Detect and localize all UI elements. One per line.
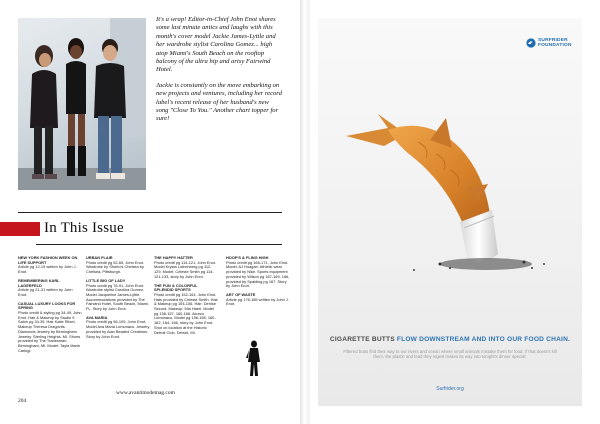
credit-entry	[226, 293, 290, 307]
credit-title: URBAN FLAIR	[86, 255, 113, 260]
fish-cigarette-illustration	[318, 18, 582, 318]
credit-entry	[154, 256, 218, 280]
section-red-marker	[0, 222, 40, 236]
credit-text: Photo credit pg 52-65, John Enot. Wardrobe by Shorto's Chelsea by Chelsea, Pittsburgh.	[86, 259, 144, 275]
credit-text: Photo credit & styling pg 34-49, John Enot. Hair & Makeup by Studio 9 Salon pg 34-39. Hair Katie Ritzel, Makeup Theresa Dragovits. Diamonds Jewelry by Birmingham Jewelry. Sterling Heights, MI. Shoes provided by The Tradesman, Birmingham, MI. Model: Tayla Marie Carlugi.	[18, 310, 82, 353]
credit-entry	[18, 302, 82, 354]
page-gutter	[300, 0, 310, 424]
credit-title: REMEMBERING KARL LAGERFELD	[18, 277, 60, 288]
ad-headline	[318, 336, 582, 343]
photo-illustration	[18, 18, 146, 190]
brand-subtitle: FOUNDATION	[538, 43, 572, 48]
credit-text: Photo credit pg 166-171, John Enot. Model: AJ Hoagan. Athletic wear provided by Nike. Sports equipment provided by Wilson pg 167-169, 166, provided by Spalding pg 167. Story by John Enot.	[226, 259, 290, 289]
headline-part-1: CIGARETTE BUTTS	[329, 336, 397, 343]
credit-entry	[154, 284, 218, 336]
intro-text	[156, 16, 282, 131]
headline-part-2: FLOW DOWNSTREAM AND INTO OUR FOOD CHAIN.	[396, 336, 571, 343]
credit-title: THE HAPPY HATTER	[154, 255, 193, 260]
wave-logo-icon	[526, 38, 536, 48]
ad-url: Surfrider.org	[436, 386, 464, 392]
credits-column-3	[154, 256, 218, 339]
credit-text: Article pg 21-31 written by John Enot.	[18, 287, 73, 297]
credits-column-2	[86, 256, 150, 343]
intro-paragraph-1: It's a wrap! Editor-in-Chief John Enot shares some last minute antics and laughs with this month's cover model Jackie James-Lyttle and her wardrobe stylist Carolina Gomez... high atop Miami's South Beach on the rooftop balcony of the ultra hip and artsy Fairwind Hotel.	[156, 16, 276, 74]
credit-title: HOOP'S & FLING HIGH	[226, 255, 269, 260]
cover-shoot-photo	[18, 18, 146, 190]
credit-title: LITTLE BIG OF LADY	[86, 277, 126, 283]
credit-text: Photo credit pg 76-91, John Enot. Wardrobe stylist Carolina Gomez. Model Jacqueline James-Lyttle. Accommodations provided by The Fairwind Hotel, South Beach, Miami, FL. Story by John Enot.	[86, 282, 149, 312]
credits-column-1	[18, 256, 82, 357]
ad-body-copy: Filtered butts find their way to our rivers and ocean where small animals mistake them for food. If that doesn't kill them, the plastic and lead they ingest makes its way into tonight's dinner special.	[343, 349, 557, 360]
credit-title: ART OF WASTE	[226, 291, 256, 297]
credit-entry	[226, 256, 290, 289]
credit-title: THE FUN & COLORFUL SPLENDID SPORTS	[154, 282, 198, 293]
credit-entry	[18, 256, 82, 275]
credit-title: AVA MARIA	[86, 314, 108, 320]
credit-entry	[86, 316, 150, 340]
credit-entry	[86, 256, 150, 275]
credit-text: Photo credit pg 114-121, John Enot. Model Krysta Lothenberg pg 112-129. Model: Celeste Smith pg 114-121-133, story by John Enot.	[154, 259, 217, 279]
figure-silhouette-icon	[246, 340, 262, 378]
credit-title: CASUAL LUXURY LOOKS FOR SPRING	[18, 300, 76, 311]
credit-text: Article pg 12-19 written by John J. Enot.	[18, 264, 77, 275]
section-bottom-rule	[36, 244, 282, 245]
footer-url: www.avantimodemag.com	[116, 390, 175, 396]
brand-name: SURFRIDER	[538, 38, 568, 43]
credits-column-4	[226, 256, 290, 311]
page-number: 204	[18, 398, 27, 404]
intro-paragraph-2: Jackie is constantly on the move embarking on new projects and ventures, including her record label's recent release of her husband's new song "Close To You." Another chart topper for sure!	[156, 81, 282, 123]
surfrider-ad	[318, 18, 582, 406]
section-title: In This Issue	[44, 220, 124, 236]
credit-title: NEW YORK FASHION WEEK ON LIFE SUPPORT	[18, 255, 78, 265]
credit-entry	[86, 279, 150, 312]
credit-text: Photo credit pg 152-161, John Enot. Hats provided by Celeste Smith. Hair & Makeup pg 154-156. Hair: Denise Secord, Makeup: Mia Haerl. Model pg 156-157, 160-166. Alonzo Lomonaco, Model pg 156-158, 160-162, 164, 166, story by John Enot. Shot on location at the Historic Detroit Club, Detroit, MI.	[154, 291, 218, 335]
credit-text: Article pg 176-185 written by John J. Enot.	[226, 296, 289, 307]
credit-text: Photo credit pg 96-109, John Enot. Model Ava Maria Lomonaco. Jewelry provided by Alan Beaded Creations. Story by John Enot.	[86, 319, 150, 339]
section-top-rule	[18, 212, 282, 213]
credit-entry	[18, 279, 82, 298]
